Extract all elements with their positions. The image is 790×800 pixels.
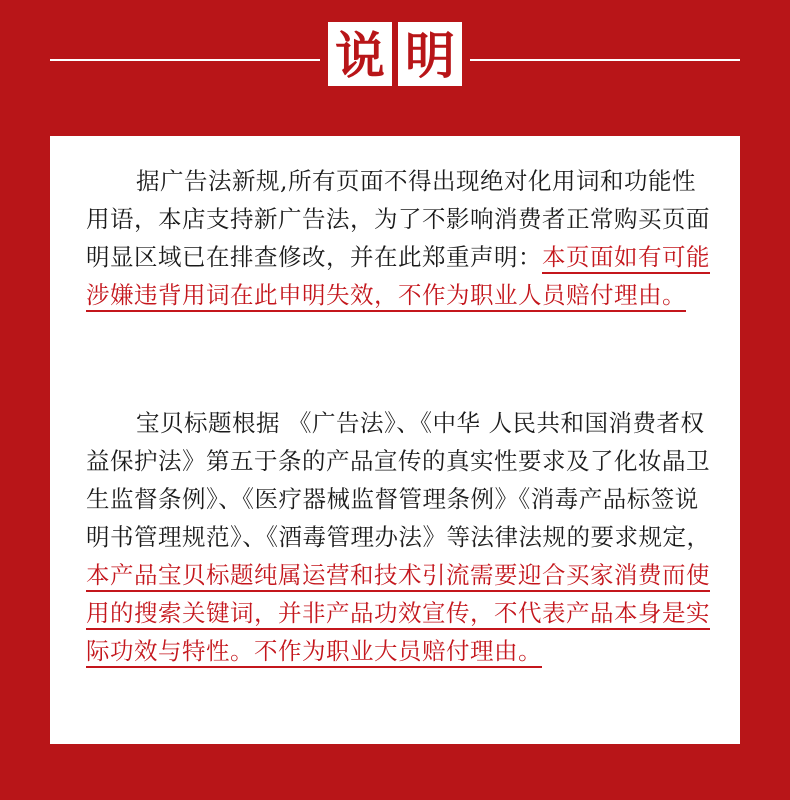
header-rule-right (470, 59, 740, 61)
paragraph-1-highlight: 本页面如有可能涉嫌违背用词在此申明失效，不作为职业人员赔付理由。 (86, 243, 710, 312)
header (0, 0, 790, 120)
paragraph-1-text: 据广告法新规,所有页面不得出现绝对化用词和功能性用语，本店支持新广告法，为了不影响消费者正常购买页面明显区域已在排查修改，并在此郑重声明： (86, 167, 710, 271)
paragraph-2-text: 宝贝标题根据 《广告法》、《中华 人民共和国消费者权益保护法》第五于条的产品宣传的真实性要求及了化妆晶卫生监督条例》、《医疗器械监督管理条例》《消毒产品标签说明书管理规范》、《酒毒管理办法》等法律法规的要求规定， (86, 409, 711, 551)
title-char-1: 说 (328, 22, 392, 86)
header-rule-left (50, 59, 320, 61)
title-char-2: 明 (398, 22, 462, 86)
title-block (324, 18, 466, 90)
notice-paragraph-2 (86, 404, 712, 670)
notice-paragraph-1 (86, 162, 712, 314)
notice-card (50, 136, 740, 744)
paragraph-2-highlight: 本产品宝贝标题纯属运营和技术引流需要迎合买家消费而使用的搜索关键词，并非产品功效宣传，不代表产品本身是实际功效与特性。不作为职业大员赔付理由。 (86, 561, 710, 668)
